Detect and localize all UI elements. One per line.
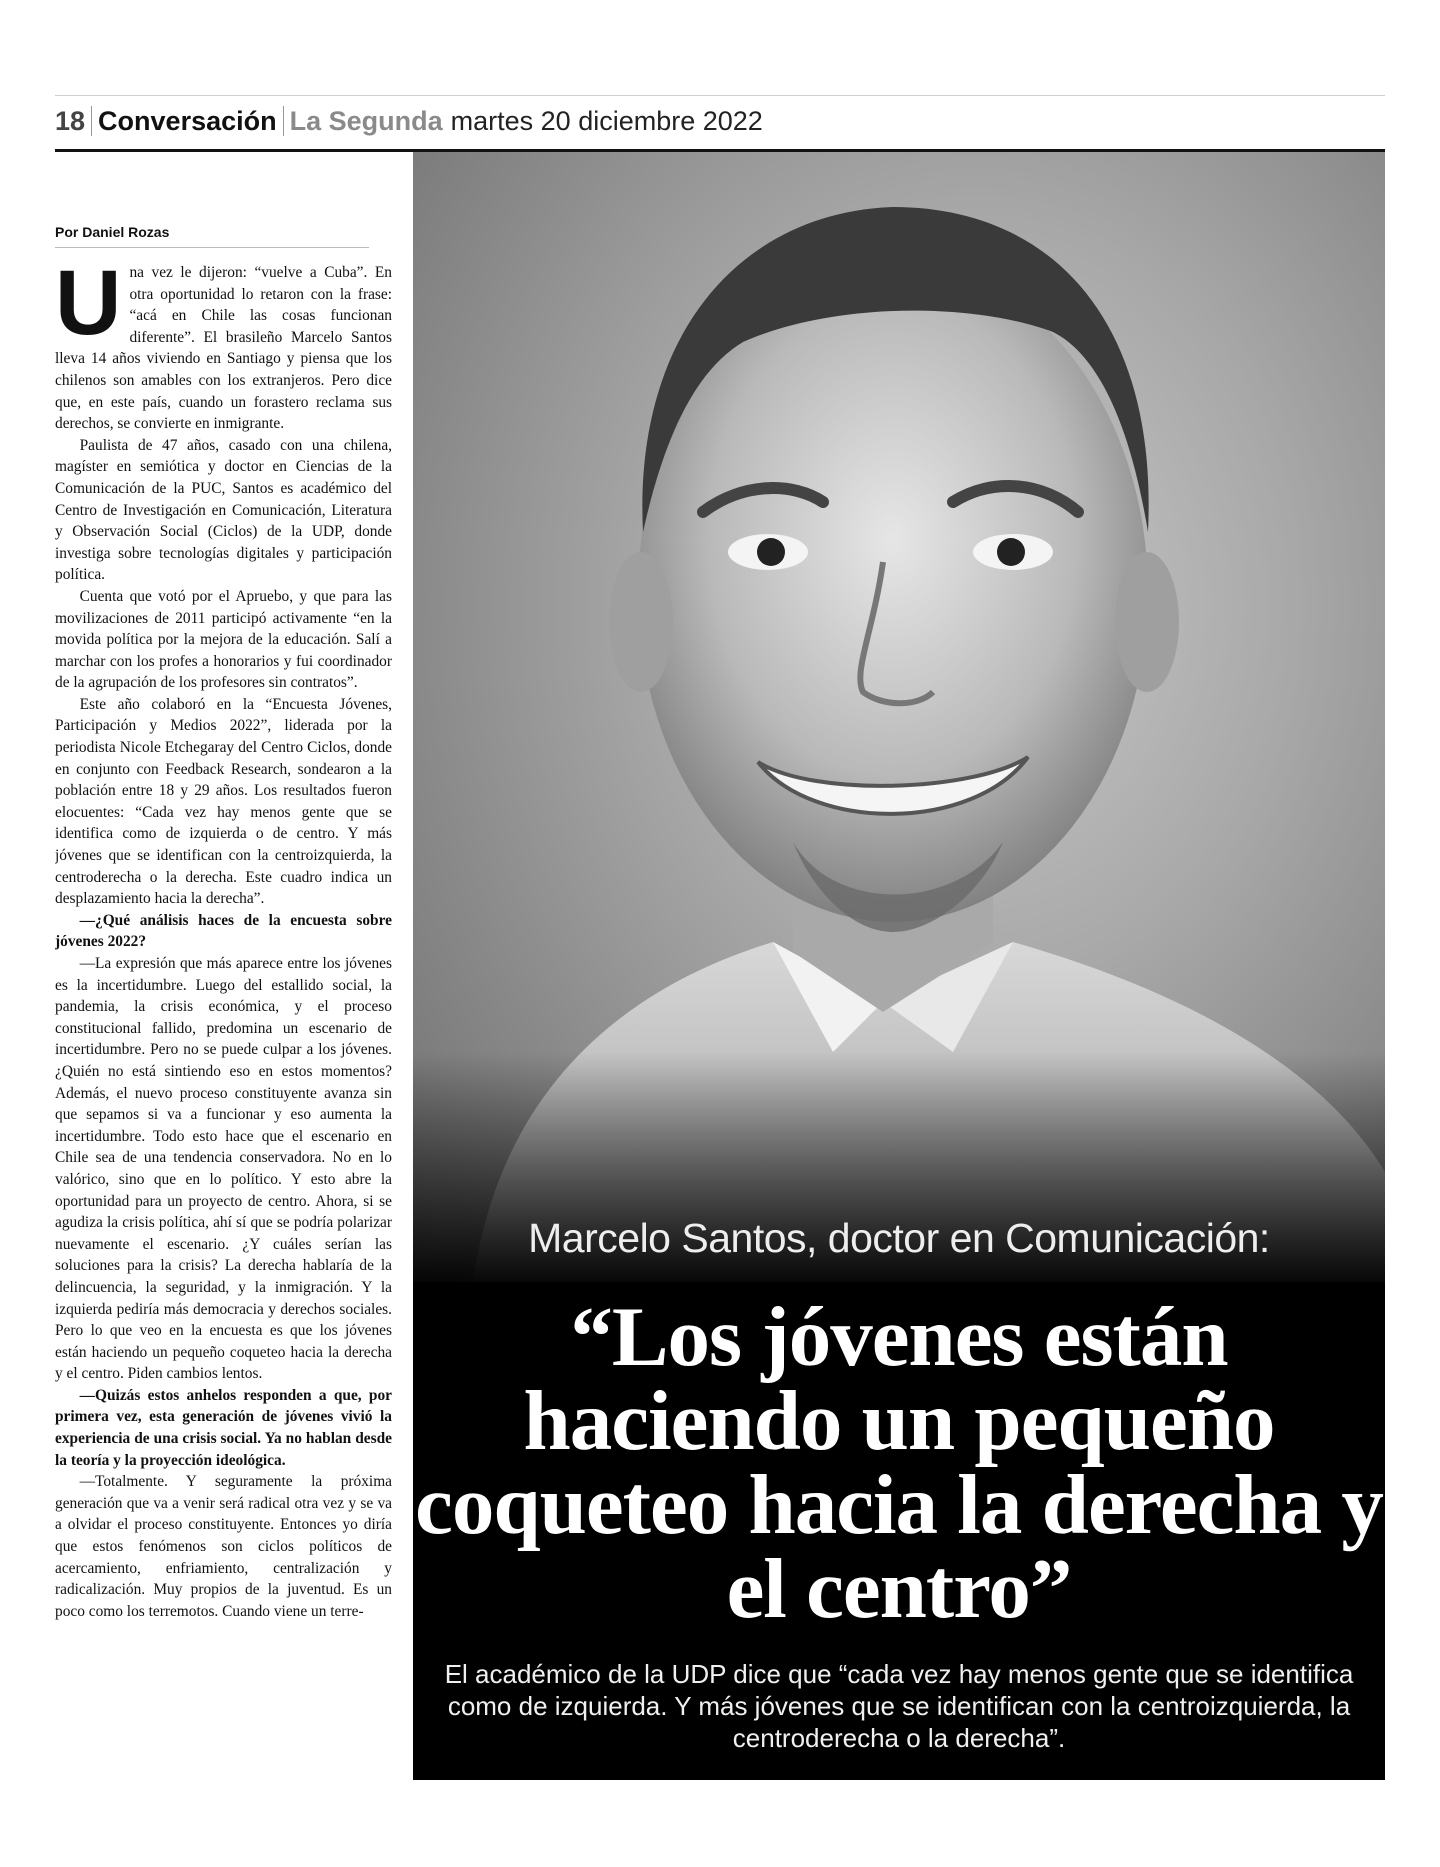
article-paragraph — [55, 435, 392, 586]
newspaper-name: La Segunda — [289, 105, 443, 136]
paragraph-text: na vez le dijeron: “vuelve a Cuba”. En otra oportunidad lo retaron con la frase: “acá en Chile las cosas funcionan diferente”. El brasileño Marcelo Santos lleva 14 años viviendo en Santiago y piensa que los chilenos son amables con los extranjeros. Pero dice que, en este país, cuando un forastero reclama sus derechos, se convierte en inmigrante. — [55, 264, 392, 433]
article-paragraph — [55, 262, 392, 435]
deck-summary: El académico de la UDP dice que “cada vez hay menos gente que se identifica como de izquierda. Y más jóvenes que se identifican con la centroizquierda, la centroderecha o la derecha”. — [444, 1659, 1354, 1753]
portrait-photo — [413, 152, 1385, 1282]
article-body — [55, 262, 392, 1842]
paragraph-text: Cuenta que votó por el Apruebo, y que para las movilizaciones de 2011 participó activamente “en la movida política por la mejora de la educación. Salí a marchar con los profes a honorarios y fui coordinador de la agrupación de los profesores sin contratos”. — [55, 587, 392, 692]
article-paragraph — [55, 1471, 392, 1622]
header-divider — [283, 106, 284, 136]
article-paragraph — [55, 586, 392, 694]
article-paragraph — [55, 694, 392, 910]
paragraph-text: —La expresión que más aparece entre los jóvenes es la incertidumbre. Luego del estallido social, la pandemia, la crisis económica, y el proceso constitucional fallido, predomina un escenario de incertidumbre. Pero no se puede culpar a los jóvenes. ¿Quién no está sintiendo eso en estos momentos? Además, el nuevo proceso constituyente avanza sin que sepamos si va a funcionar y eso aumenta la incertidumbre. Todo esto hace que el escenario en Chile sea de una tendencia conservadora. No en lo valórico, sino que en lo político. Y esto abre la oportunidad para un proyecto de centro. Ahora, si se agudiza la crisis política, ahí sí que se podría polarizar nuevamente el escenario. ¿Y cuáles serían las soluciones para la crisis? La derecha hablaría de la delincuencia, la seguridad, y la inmigración. Y la izquierda pediría más democracia y derechos sociales. Pero lo que veo en la encuesta es que los jóvenes están haciendo un pequeño coqueteo hacia la derecha y el centro. Piden cambios lentos. — [55, 955, 392, 1383]
issue-date: martes 20 diciembre 2022 — [450, 105, 763, 136]
paragraph-text: —¿Qué análisis haces de la encuesta sobre jóvenes 2022? — [55, 911, 392, 951]
paragraph-text: Paulista de 47 años, casado con una chilena, magíster en semiótica y doctor en Ciencias de la Comunicación de la PUC, Santos es académico del Centro de Investigación en Comunicación, Literatura y Observación Social (Ciclos) de la UDP, donde investiga sobre tecnologías digitales y participación política. — [55, 436, 392, 584]
interview-question — [55, 1385, 392, 1471]
paragraph-text: Este año colaboró en la “Encuesta Jóvenes, Participación y Medios 2022”, liderada por la periodista Nicole Etchegaray del Centro Ciclos, donde en conjunto con Feedback Research, sondearon a la población entre 18 y 29 años. Los resultados fueron elocuentes: “Cada vez hay menos gente que se identifica como de izquierda o de centro. Y más jóvenes que se identifican con la centroizquierda, la centroderecha o la derecha. Este cuadro indica un desplazamiento hacia la derecha”. — [55, 695, 392, 908]
paragraph-text: —Quizás estos anhelos responden a que, por primera vez, esta generación de jóvenes vivió la experiencia de una crisis social. Ya no hablan desde la teoría y la proyección ideológica. — [55, 1386, 392, 1469]
header-divider — [91, 106, 92, 136]
page-header — [55, 100, 1385, 142]
byline: Por Daniel Rozas — [55, 224, 369, 248]
drop-cap: U — [55, 262, 122, 354]
paragraph-text: —Totalmente. Y seguramente la próxima generación que va a venir será radical otra vez y se va a olvidar el proceso constituyente. Entonces yo diría que estos fenómenos son ciclos políticos de acercamiento, enfriamiento, centralización y radicalización. Muy propios de la juventud. Es un poco como los terremotos. Cuando viene un terre- — [55, 1473, 392, 1620]
page-number: 18 — [55, 105, 86, 136]
top-rule — [55, 95, 1385, 96]
headline-kicker: Marcelo Santos, doctor en Comunicación: — [528, 1215, 1270, 1261]
interview-question — [55, 910, 392, 953]
portrait-illustration — [413, 152, 1385, 1282]
headline: “Los jóvenes están haciendo un pequeño coqueteo hacia la derecha y el centro” — [415, 1290, 1383, 1636]
section-name: Conversación — [98, 105, 277, 136]
article-paragraph — [55, 953, 392, 1385]
